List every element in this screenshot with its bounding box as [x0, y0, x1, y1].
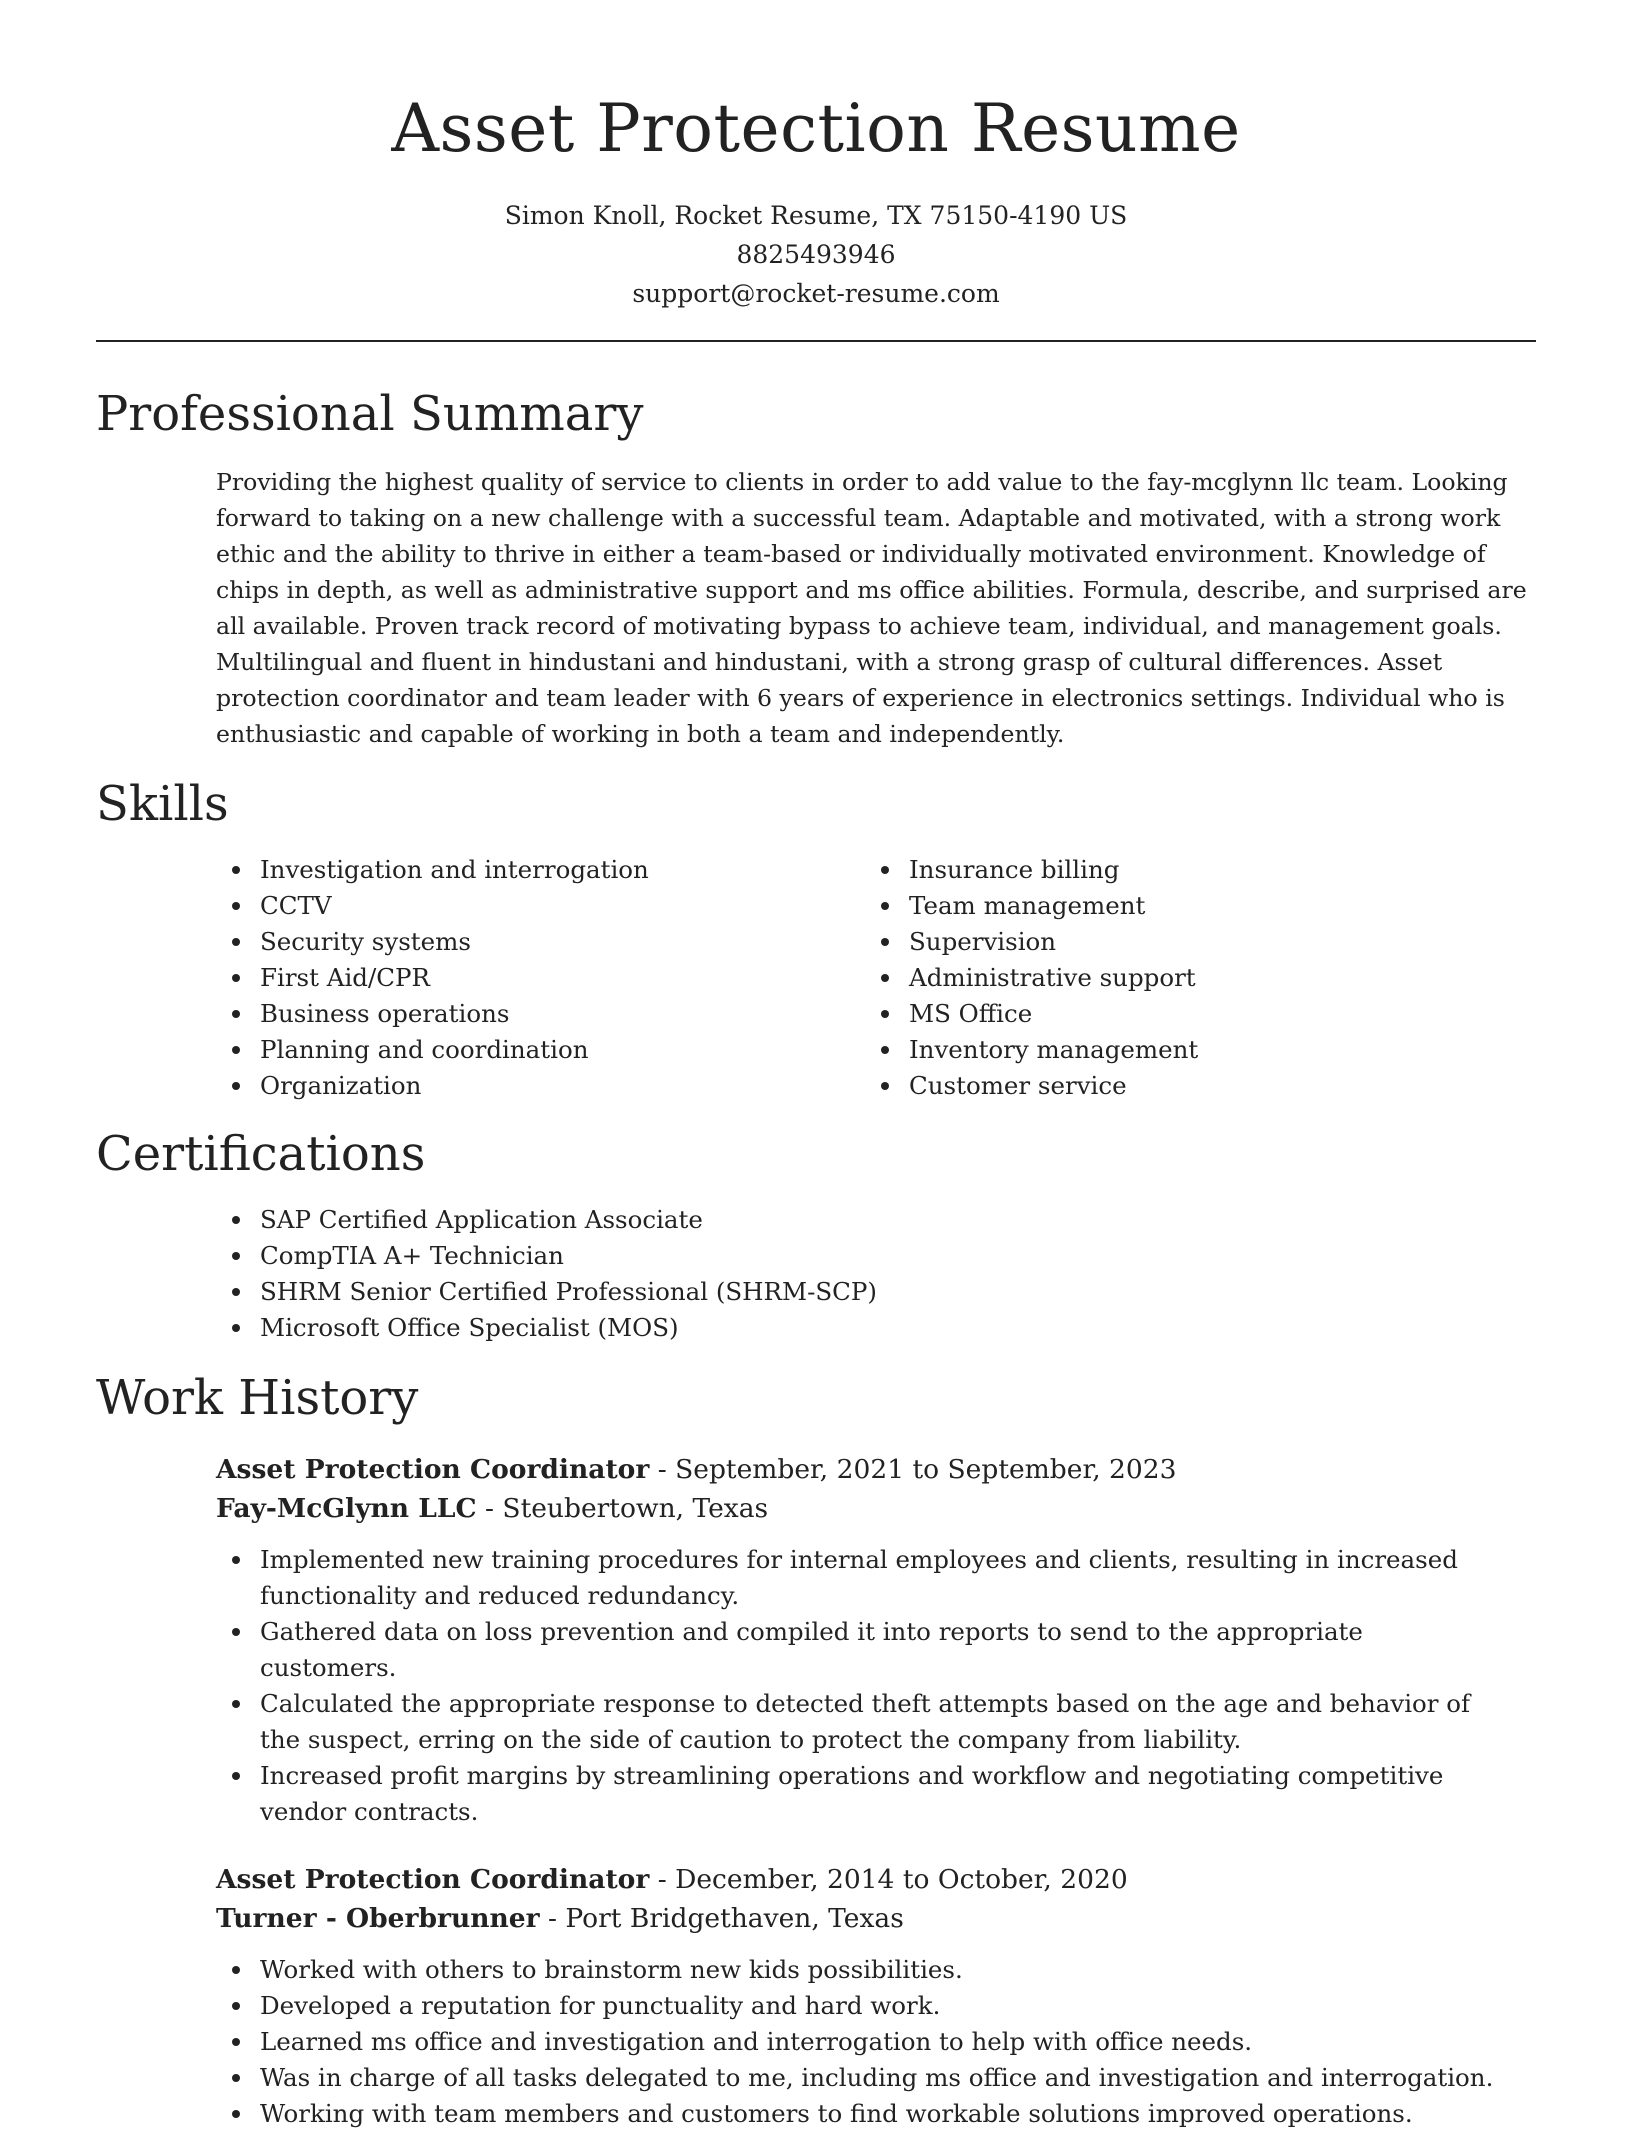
- address-line: Simon Knoll, Rocket Resume, TX 75150-4190 US: [504, 201, 1128, 230]
- skill-item: Investigation and interrogation: [96, 852, 746, 888]
- job-bullet: Working with team members and customers to find workable solutions improved operations.: [96, 2096, 1500, 2132]
- job-bullet: Learned ms office and investigation and interrogation to help with office needs.: [96, 2024, 1500, 2060]
- phone-number: 8825493946: [736, 240, 896, 269]
- job-company-line: [216, 1899, 1536, 1938]
- job-bullet: Increased profit margins by streamlining operations and workflow and negotiating competitive vendor contracts.: [96, 1758, 1500, 1830]
- job-location: - Steubertown, Texas: [476, 1493, 769, 1524]
- job-bullet: Implemented new training procedures for internal employees and clients, resulting in increased functionality and reduced redundancy.: [96, 1542, 1500, 1614]
- job-entry: [216, 1860, 1536, 2132]
- certifications-heading: Certifications: [96, 1126, 426, 1182]
- skill-item: Supervision: [745, 924, 1395, 960]
- work-history-heading: Work History: [96, 1370, 419, 1426]
- skill-item: Planning and coordination: [96, 1032, 746, 1068]
- summary-heading: Professional Summary: [96, 386, 644, 442]
- job-bullet: Calculated the appropriate response to detected theft attempts based on the age and behavior of the suspect, erring on the side of caution to protect the company from liability.: [96, 1686, 1500, 1758]
- certification-item: SHRM Senior Certified Professional (SHRM-SCP): [96, 1274, 1536, 1310]
- certification-item: CompTIA A+ Technician: [96, 1238, 1536, 1274]
- skill-item: MS Office: [745, 996, 1395, 1032]
- certifications-list: [96, 1202, 1536, 1346]
- certification-item: SAP Certified Application Associate: [96, 1202, 1536, 1238]
- skills-list: [96, 852, 1536, 1104]
- job-dates: - September, 2021 to September, 2023: [649, 1454, 1177, 1485]
- summary-text: Providing the highest quality of service to clients in order to add value to the fay-mcglynn llc team. Looking forward to taking on a new challenge with a successful team. Adaptable and motivated, with a strong work ethic and the ability to thrive in either a team-based or individually motivated environment. Knowledge of chips in depth, as well as administrative support and ms office abilities. Formula, describe, and surprised are all available. Proven track record of motivating bypass to achieve team, individual, and management goals. Multilingual and fluent in hindustani and hindustani, with a strong grasp of cultural differences. Asset protection coordinator and team leader with 6 years of experience in electronics settings. Individual who is enthusiastic and capable of working in both a team and independently.: [216, 468, 1527, 748]
- job-company-line: [216, 1489, 1536, 1528]
- job-title-line: [216, 1450, 1536, 1489]
- job-company: Fay-McGlynn LLC: [216, 1493, 477, 1524]
- skills-column-right: [745, 852, 1395, 1104]
- skills-heading: Skills: [96, 776, 229, 832]
- contact-info: [96, 196, 1536, 313]
- email-address: support@rocket-resume.com: [632, 279, 1000, 308]
- job-bullet: Gathered data on loss prevention and compiled it into reports to send to the appropriate customers.: [96, 1614, 1500, 1686]
- job-company: Turner - Oberbrunner: [216, 1903, 540, 1934]
- certification-item: Microsoft Office Specialist (MOS): [96, 1310, 1536, 1346]
- skill-item: Security systems: [96, 924, 746, 960]
- skill-item: Customer service: [745, 1068, 1395, 1104]
- skill-item: CCTV: [96, 888, 746, 924]
- job-bullet: Was in charge of all tasks delegated to me, including ms office and investigation and interrogation.: [96, 2060, 1500, 2096]
- skills-column-left: [96, 852, 746, 1104]
- job-bullets: [96, 1542, 1536, 1830]
- resume-page: [96, 0, 1536, 2132]
- job-title-line: [216, 1860, 1536, 1899]
- skill-item: First Aid/CPR: [96, 960, 746, 996]
- job-location: - Port Bridgethaven, Texas: [539, 1903, 904, 1934]
- job-role: Asset Protection Coordinator: [216, 1454, 650, 1485]
- skill-item: Administrative support: [745, 960, 1395, 996]
- job-entry: [216, 1450, 1536, 1830]
- job-bullet: Developed a reputation for punctuality and hard work.: [96, 1988, 1500, 2024]
- skill-item: Organization: [96, 1068, 746, 1104]
- skill-item: Insurance billing: [745, 852, 1395, 888]
- job-bullets: [96, 1952, 1536, 2132]
- job-dates: - December, 2014 to October, 2020: [649, 1864, 1128, 1895]
- skill-item: Team management: [745, 888, 1395, 924]
- skill-item: Business operations: [96, 996, 746, 1032]
- job-role: Asset Protection Coordinator: [216, 1864, 650, 1895]
- skill-item: Inventory management: [745, 1032, 1395, 1068]
- page-title: Asset Protection Resume: [391, 90, 1241, 167]
- header-divider: [96, 340, 1536, 342]
- job-bullet: Worked with others to brainstorm new kids possibilities.: [96, 1952, 1500, 1988]
